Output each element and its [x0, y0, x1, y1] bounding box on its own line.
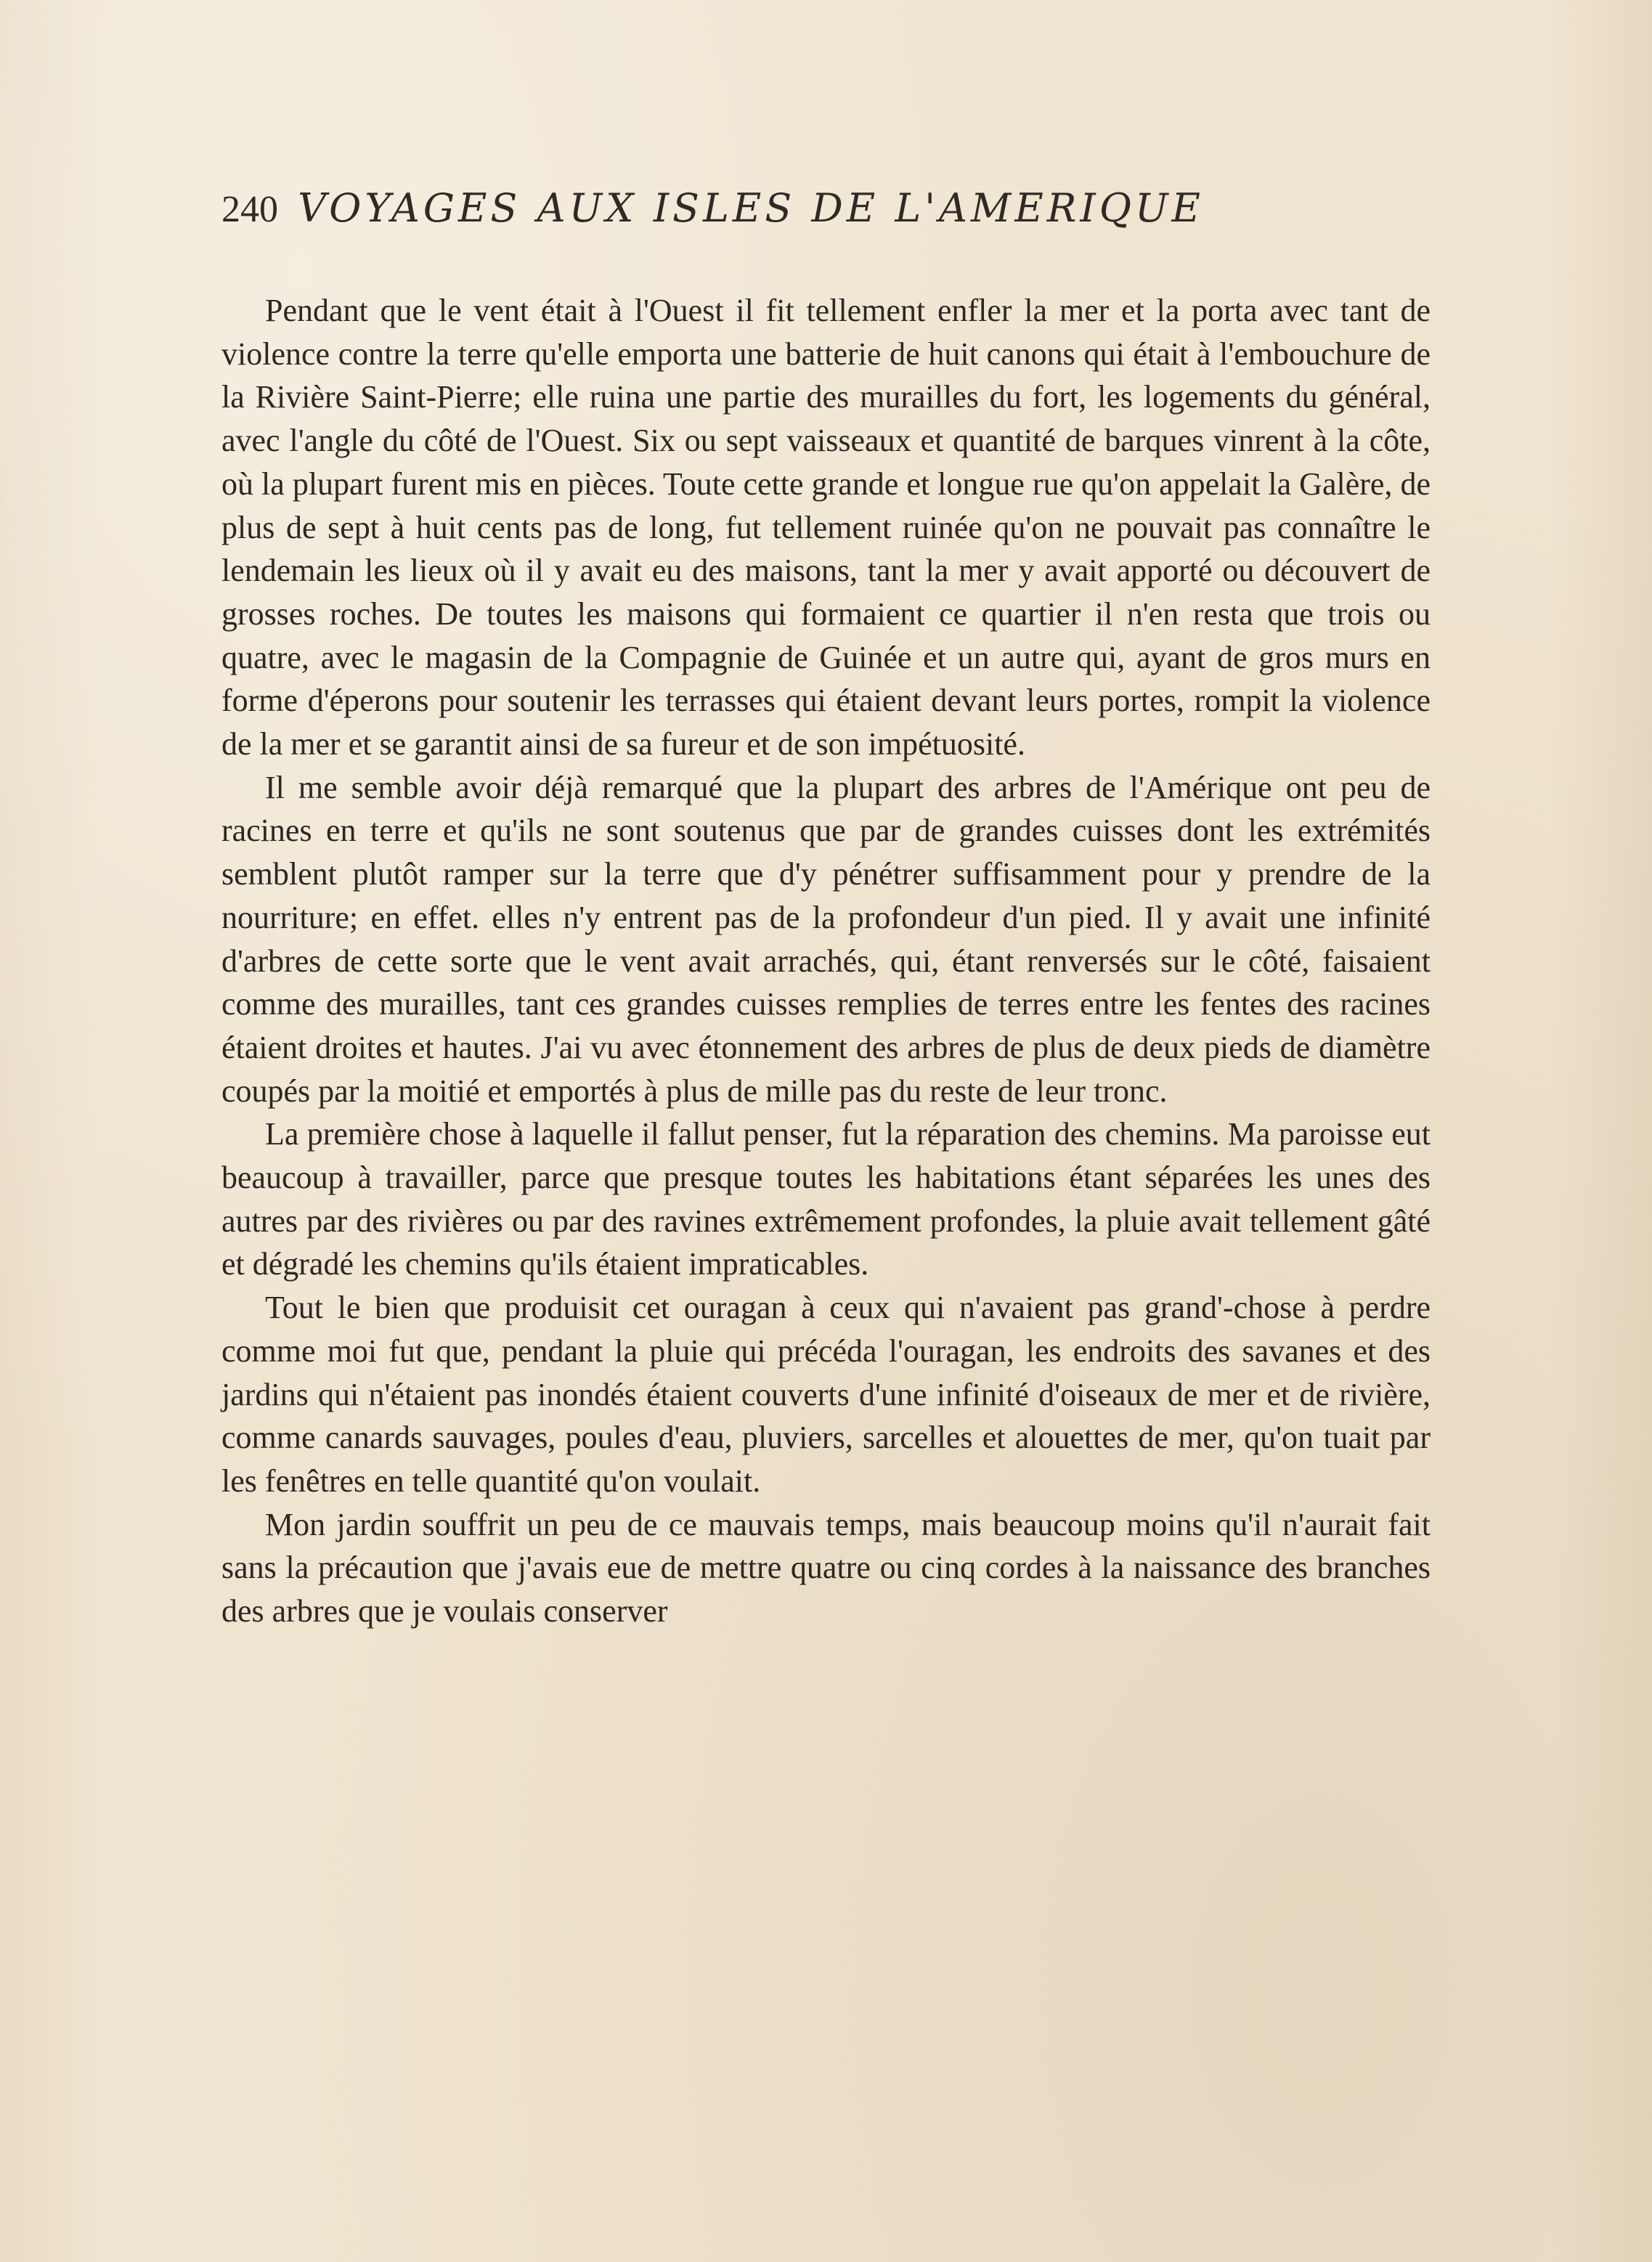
running-head	[221, 185, 1456, 243]
body-text	[221, 289, 1431, 1633]
running-title: VOYAGES AUX ISLES DE L'AMERIQUE	[298, 185, 1204, 231]
paragraph: Mon jardin souffrit un peu de ce mauvais temps, mais beaucoup moins qu'il n'aurait fait sans la précaution que j'avais eue de mettre quatre ou cinq cordes à la naissance des branches des arbres que je voulais conserver	[221, 1506, 1431, 1630]
page-number: 240	[221, 189, 278, 230]
paragraph: La première chose à laquelle il fallut penser, fut la réparation des chemins. Ma paroisse eut beaucoup à travailler, parce que presque toutes les habitations étant séparées les unes des autres par des rivières ou par des ravines extrêmement profondes, la pluie avait tellement gâté et dégradé les chemins qu'ils étaient impraticables.	[221, 1116, 1431, 1282]
paragraph: Tout le bien que produisit cet ouragan à ceux qui n'avaient pas grand'-chose à perdre comme moi fut que, pendant la pluie qui précéda l'ouragan, les endroits des savanes et des jardins qui n'étaient pas inondés étaient couverts d'une infinité d'oiseaux de mer et de rivière, comme canards sauvages, poules d'eau, pluviers, sarcelles et alouettes de mer, qu'on tuait par les fenêtres en telle quantité qu'on voulait.	[221, 1290, 1431, 1499]
paragraph: Il me semble avoir déjà remarqué que la plupart des arbres de l'Amérique ont peu de racines en terre et qu'ils ne sont soutenus que par de grandes cuisses dont les extrémités semblent plutôt ramper sur la terre que d'y pénétrer suffisamment pour y prendre de la nourriture; en effet. elles n'y entrent pas de la profondeur d'un pied. Il y avait une infinité d'arbres de cette sorte que le vent avait arrachés, qui, étant renversés sur le côté, faisaient comme des murailles, tant ces grandes cuisses remplies de terres entre les fentes des racines étaient droites et hautes. J'ai vu avec étonnement des arbres de plus de deux pieds de diamètre coupés par la moitié et emportés à plus de mille pas du reste de leur tronc.	[221, 769, 1431, 1109]
paragraph: Pendant que le vent était à l'Ouest il fit tellement enfler la mer et la porta avec tant de violence contre la terre qu'elle emporta une batterie de huit canons qui était à l'embouchure de la Rivière Saint-Pierre; elle ruina une partie des murailles du fort, les logements du général, avec l'angle du côté de l'Ouest. Six ou sept vaisseaux et quantité de barques vinrent à la côte, où la plupart furent mis en pièces. Toute cette grande et longue rue qu'on appelait la Galère, de plus de sept à huit cents pas de long, fut tellement ruinée qu'on ne pouvait pas connaître le lendemain les lieux où il y avait eu des maisons, tant la mer y avait apporté ou découvert de grosses roches. De toutes les maisons qui formaient ce quartier il n'en resta que trois ou quatre, avec le magasin de la Compagnie de Guinée et un autre qui, ayant de gros murs en forme d'éperons pour soutenir les terrasses qui étaient devant leurs portes, rompit la violence de la mer et se garantit ainsi de sa fureur et de son impétuosité.	[221, 293, 1431, 762]
